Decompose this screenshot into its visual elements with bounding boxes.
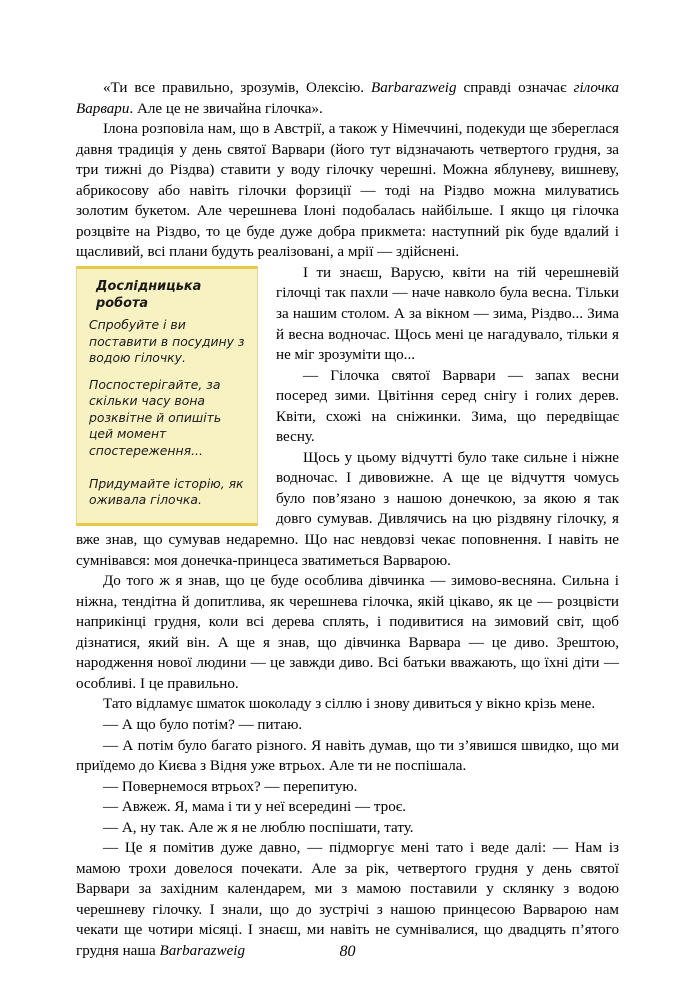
text-run: . Але це не звичайна гілочка». — [129, 100, 323, 117]
research-work-box — [76, 266, 258, 526]
paragraph-dialog-then-much: — А потім було багато різного. Я навіть думав, що ти з’явишся швидко, що ми приїдемо до Києва з Відня уже втрьох. Але ти не поспішала. — [76, 737, 619, 775]
paragraph-tato-chocolate: Тато відламує шматок шоколаду з сіллю і знову дивиться у вікно крізь мене. — [103, 696, 596, 713]
text-run: «Ти все правильно, зрозумів, Олексію. — [103, 80, 372, 96]
paragraph-dialog-no-hurry: — А, ну так. Але ж я не люблю поспішати, тату. — [103, 819, 414, 836]
paragraph-special-girl: До того ж я знав, що це буде особлива дівчинка — зимово-весняна. Сильна і ніжна, тендітна й допитлива, як черешнева гілочка, якій цікаво, як це — розцвісти наприкінці грудня, коли всі дерева сплять, і подивитися на зимовий світ, щоб дізнатися, який він. А ще я знав, що дівчинка Варвара — це диво. Зрештою, народження нової людини — це завжди диво. Всі батьки вважають, що їхні діти — особливі. І це правильно. — [76, 573, 619, 692]
paragraph-varusia-flowers: І ти знаєш, Варусю, квіти на тій черешневій гілочці так пахли — наче навколо була весна. Тільки за нашим столом. А за вікном — зима, Різдво... Зима й весна водночас. Щось мені це нагадувало, тільки я не міг зрозуміти що... — [276, 264, 619, 364]
page-body-text — [76, 78, 619, 962]
paragraph-dialog-of-course: — Авжеж. Я, мама і ти у неї всередині — троє. — [103, 799, 406, 816]
italic-term-hilochka-varvary: гілочка Варвари — [76, 80, 620, 117]
paragraph-dialog-branch: — Гілочка святої Варвари — запах весни посеред зими. Цвітіння серед снігу і голих дерев. Квіти, схожі на сніжинки. Зима, що передвіщає весну. — [276, 367, 619, 446]
research-work-paragraph: Спробуйте і ви поставити в посудину з водою гілочку. — [89, 316, 245, 366]
italic-term-barbarazweig: Barbarazweig — [371, 80, 457, 96]
paragraph-dialog-what-next: — А що було потім? — питаю. — [103, 716, 303, 733]
research-work-paragraph: Придумайте історію, як оживала гілочка. — [89, 475, 244, 508]
italic-term-barbarazweig: Barbarazweig — [159, 942, 246, 959]
text-run: — Це я помітив дуже давно, — підморгує мені тато і веде далі: — Нам із мамою трохи довелося почекати. Але за рік, четвертого грудня у день святої Варвари за західним календарем, ми з мамою поставили у склянку з водою черешневу гілочку. І знали, що до зустрічі з нашою принцесою Варварою нам чекати ще чотири місяці. І знаєш, ми навіть не сумнівалися, що двадцять п’ятого грудня наша — [76, 840, 619, 959]
paragraph-feeling-daughter: Щось у цьому відчутті було таке сильне і ніжне водночас. І дивовижне. А ще це відчуття чомусь було пов’язано з нашою донечкою, за якою я так довго сумував. Дивлячись на цю різдвяну гілочку, я вже знав, що сумував недаремно. Що нас невдовзі чекає поповнення. І навіть не сумнівався: моя донечка-принцеса зватиметься Варварою. — [76, 449, 619, 569]
paragraph-quote-barbarazweig — [76, 78, 619, 119]
research-work-paragraph: Поспостерігайте, за скільки часу вона розквітне й опишіть цей момент спостереження... — [89, 376, 222, 459]
page-number: 80 — [339, 943, 356, 960]
text-run: справді означає — [456, 80, 574, 96]
paragraph-ilona-tradition: Ілона розповіла нам, що в Австрії, а також у Німеччині, подекуди ще збереглася давня традиція у день святої Варвари (його тут відзначають четвертого грудня, за три тижні до Різдва) ставити у воду гілочку черешні. Можна яблуневу, вишневу, абрикосову або навіть гілочки форзиції — тоді на Різдво можна милуватись золотим букетом. Але черешнева Ілоні подобалась найбільше. І якщо ця гілочка розцвіте на Різдво, то це буде дуже добра прикмета: наступний рік буде вдалий і щасливий, всі плани будуть реалізовані, а мрії — здійснені. — [76, 121, 619, 261]
research-work-title: Дослідницька робота — [96, 278, 202, 311]
paragraph-dialog-three: — Повернемося втрьох? — перепитую. — [103, 778, 358, 795]
